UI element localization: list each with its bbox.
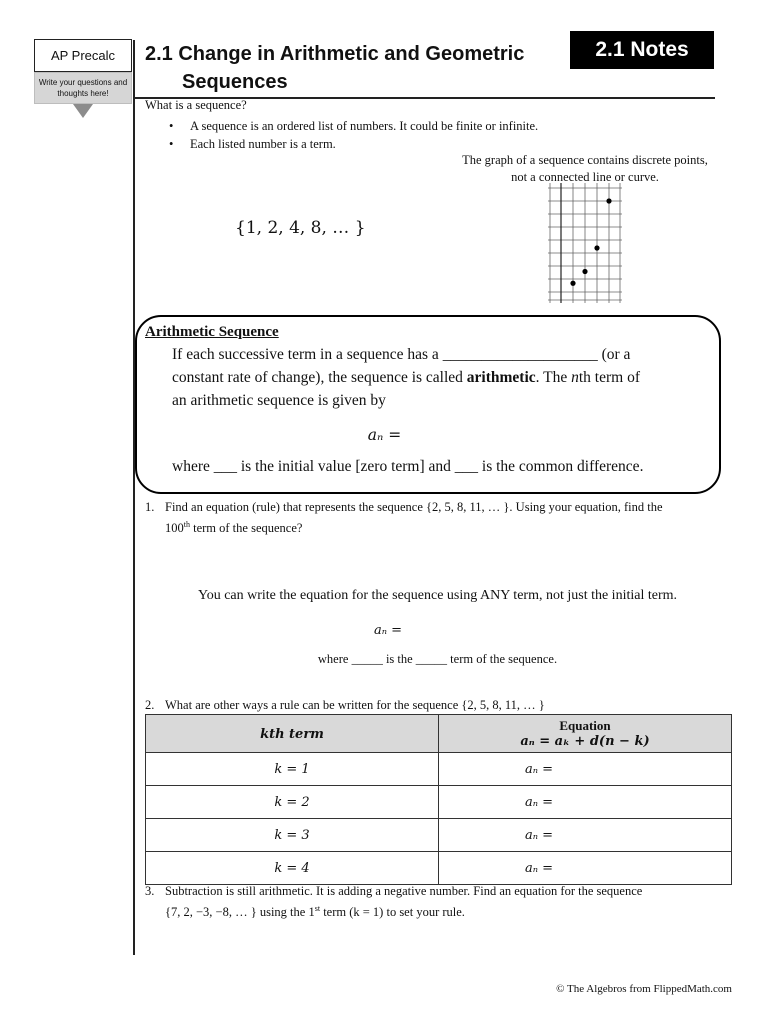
- graph-caption: [440, 152, 730, 186]
- q3-text-start: {7, 2, −3, −8, … } using the 1: [165, 905, 315, 920]
- question-3: [145, 883, 725, 921]
- any-term-note: You can write the equation for the sequence using ANY term, not just the initial term.: [197, 588, 677, 603]
- table-row: [146, 852, 732, 885]
- table-row: [146, 753, 732, 786]
- definition-line-1: If each successive term in a sequence has a ____________________ (or a: [172, 346, 631, 363]
- graph-caption-line-2: not a connected line or curve.: [511, 170, 659, 184]
- q1-where-text: where _____ is the _____ term of the sequence.: [317, 652, 558, 666]
- def-text: . The: [535, 369, 572, 386]
- down-arrow-icon: [73, 104, 93, 118]
- q1-ordinal-suffix: th: [183, 520, 190, 529]
- title-line-2: Sequences: [182, 71, 288, 93]
- q1-text-end: term of the sequence?: [189, 521, 303, 536]
- q2-number: 2.: [145, 698, 155, 712]
- k-cell: k = 2: [146, 786, 439, 819]
- table-header-row: [146, 715, 732, 753]
- graph-caption-line-1: The graph of a sequence contains discrete points,: [462, 153, 708, 167]
- definition-text: [172, 343, 717, 478]
- notes-prompt: Write your questions and thoughts here!: [34, 72, 132, 104]
- def-n: n: [571, 369, 579, 386]
- question-1: [145, 499, 720, 537]
- bullet-item: • Each listed number is a term.: [145, 135, 585, 153]
- def-text: th term of: [578, 369, 640, 386]
- q3-text-end: term (k = 1) to set your rule.: [320, 905, 465, 920]
- intro-bullets: [145, 117, 585, 153]
- col-header-kth-term: kth term: [146, 715, 439, 753]
- q1-text-line-2: [145, 516, 720, 537]
- table-row: [146, 819, 732, 852]
- course-label: AP Precalc: [34, 39, 132, 72]
- k-cell: k = 3: [146, 819, 439, 852]
- title-line-1: 2.1 Change in Arithmetic and Geometric: [145, 43, 525, 65]
- q3-text-line-2: [145, 900, 725, 921]
- q3-number: 3.: [145, 884, 155, 898]
- margin-divider: [133, 40, 135, 955]
- k-cell: k = 1: [146, 753, 439, 786]
- page-title: [145, 40, 565, 96]
- equation-header-label: Equation: [559, 718, 611, 733]
- q1-formula: aₙ =: [374, 623, 403, 638]
- q3-text: Subtraction is still arithmetic. It is adding a negative number. Find an equation for the sequence: [165, 884, 643, 898]
- definition-line-4: where ___ is the initial value [zero term] and ___ is the common difference.: [172, 458, 644, 475]
- def-keyword: arithmetic: [466, 369, 536, 386]
- question-2: [145, 697, 545, 714]
- graph-point: [594, 245, 599, 250]
- q2-text: What are other ways a rule can be written for the sequence {2, 5, 8, 11, … }: [165, 698, 545, 712]
- graph-point: [570, 281, 575, 286]
- k-cell: k = 4: [146, 852, 439, 885]
- definition-formula: aₙ =: [367, 426, 402, 444]
- definition-line-2: [172, 366, 717, 389]
- sequence-graph: [548, 183, 622, 303]
- equation-cell[interactable]: aₙ =: [439, 786, 732, 819]
- equation-header-formula: aₙ = aₖ + d(n − k): [520, 734, 650, 749]
- equation-table: [145, 714, 732, 885]
- intro-question: What is a sequence?: [145, 98, 247, 112]
- example-set: {1, 2, 4, 8, … }: [235, 218, 366, 238]
- bullet-item: • A sequence is an ordered list of numbers. It could be finite or infinite.: [145, 117, 585, 135]
- q3-ordinal-suffix: st: [314, 904, 321, 913]
- equation-cell[interactable]: aₙ =: [439, 852, 732, 885]
- definition-heading: Arithmetic Sequence: [145, 324, 279, 340]
- col-header-equation: [439, 715, 732, 753]
- definition-line-3: an arithmetic sequence is given by: [172, 392, 386, 409]
- equation-cell[interactable]: aₙ =: [439, 819, 732, 852]
- notes-badge: 2.1 Notes: [570, 31, 714, 69]
- copyright-footer: © The Algebros from FlippedMath.com: [556, 983, 732, 995]
- graph-point: [606, 198, 611, 203]
- graph-point: [582, 269, 587, 274]
- def-text: constant rate of change), the sequence is called: [172, 369, 467, 386]
- table-row: [146, 786, 732, 819]
- q1-ordinal: 100: [165, 521, 184, 536]
- equation-cell[interactable]: aₙ =: [439, 753, 732, 786]
- q1-text: Find an equation (rule) that represents the sequence {2, 5, 8, 11, … }. Using your equation, find the: [165, 500, 663, 514]
- q1-number: 1.: [145, 500, 155, 514]
